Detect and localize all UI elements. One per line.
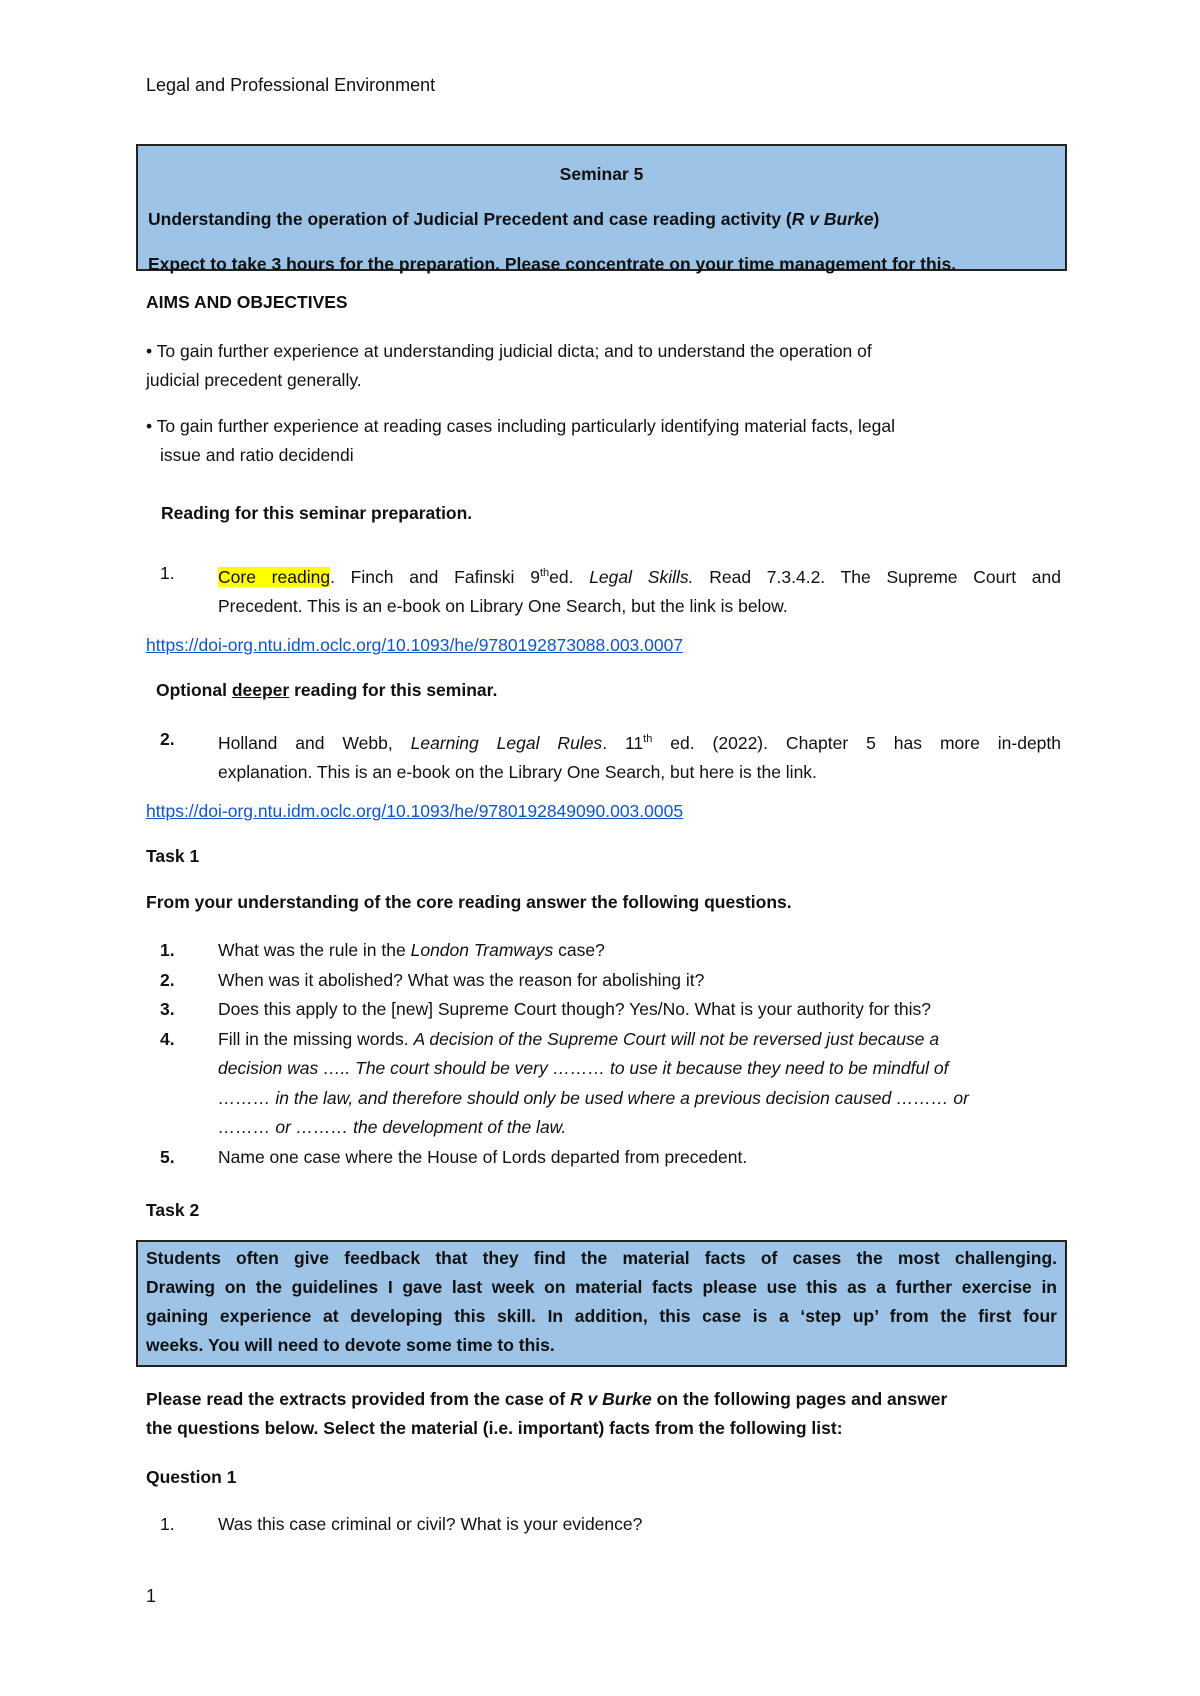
item-number: 1. <box>160 1514 175 1534</box>
list-item <box>146 936 1061 966</box>
core-reading-highlight: Core reading <box>218 566 331 587</box>
task2-instruction-line2: the questions below. Select the material (i.e. important) facts from the following list: <box>146 1418 843 1438</box>
fill-in-text: A decision of the Supreme Court will not be reversed just because a <box>413 1028 940 1049</box>
core-reading-link[interactable]: https://doi-org.ntu.idm.oclc.org/10.1093/he/9780192873088.003.0007 <box>146 635 684 655</box>
superscript: th <box>643 733 653 745</box>
aim-bullet-2-line2: issue and ratio decidendi <box>160 445 354 465</box>
question-text: Does this apply to the [new] Supreme Court though? Yes/No. What is your authority for this? <box>218 999 932 1019</box>
task1-instruction: From your understanding of the core reading answer the following questions. <box>146 892 792 912</box>
question1-label: Question 1 <box>146 1467 237 1487</box>
fill-in-line4: ……… or ……… the development of the law. <box>218 1117 567 1137</box>
optional-reading-item <box>146 725 1061 788</box>
fill-in-line1 <box>218 1025 1061 1055</box>
aim-bullet-1-line1: • To gain further experience at understanding judicial dicta; and to understand the operation of <box>146 341 872 361</box>
task2-box-line1: Students often give feedback that they find the material facts of cases the most challenging. <box>146 1248 1057 1268</box>
question-text: Was this case criminal or civil? What is your evidence? <box>218 1514 643 1534</box>
fill-in-line2: decision was ….. The court should be very ……… to use it because they need to be mindful of <box>218 1058 949 1078</box>
seminar-info-box <box>136 144 1067 274</box>
task2-instruction-line1 <box>146 1385 1066 1414</box>
time-note: Expect to take 3 hours for the preparation. Please concentrate on your time management for this. <box>148 254 957 274</box>
item-number: 2. <box>160 969 175 990</box>
task1-question-list <box>146 936 1061 1172</box>
aims-heading: AIMS AND OBJECTIVES <box>146 292 348 312</box>
seminar-title: Seminar 5 <box>559 164 644 184</box>
instruction-text2: on the following pages and answer <box>651 1389 948 1409</box>
core-reading-entry <box>146 559 1061 622</box>
instruction-text: Please read the extracts provided from the case of <box>146 1389 571 1409</box>
task2-label: Task 2 <box>146 1200 200 1220</box>
optional-text: Optional <box>156 680 232 700</box>
core-reading-text: . Finch and Fafinski 9 <box>330 566 540 587</box>
core-reading-item <box>146 559 1061 622</box>
item-number: 3. <box>160 999 175 1019</box>
superscript: th <box>539 567 550 579</box>
item-number: 1. <box>160 940 175 960</box>
aim-bullet-1 <box>146 337 1066 395</box>
item-number: 4. <box>160 1028 175 1049</box>
seminar-subtitle <box>148 197 1055 242</box>
task2-box-line4: weeks. You will need to devote some time to this. <box>146 1335 555 1355</box>
optional-reading-text2: . 11 <box>602 732 644 753</box>
list-item <box>146 1143 1061 1173</box>
reading-heading: Reading for this seminar preparation. <box>161 503 473 523</box>
optional-reading-text3: ed. (2022). Chapter 5 has more in-depth <box>652 732 1062 753</box>
optional-reading-text: Holland and Webb, <box>218 732 411 753</box>
book-title: Legal Skills. <box>589 566 694 587</box>
aim-bullet-2-line1: • To gain further experience at reading cases including particularly identifying material facts, legal <box>146 416 895 436</box>
running-header: Legal and Professional Environment <box>146 75 436 95</box>
aim-bullet-1-line2: judicial precedent generally. <box>146 370 362 390</box>
task2-info-box <box>136 1240 1067 1367</box>
optional-reading-heading <box>156 680 497 701</box>
case-name: London Tramways <box>410 940 554 960</box>
list-item <box>146 966 1061 996</box>
core-reading-line2: Precedent. This is an e-book on Library One Search, but the link is below. <box>218 596 788 617</box>
question-text: When was it abolished? What was the reason for abolishing it? <box>218 969 705 990</box>
question-text-end: case? <box>553 940 605 960</box>
optional-reading-entry <box>146 725 1061 788</box>
subtitle-close: ) <box>873 209 880 229</box>
core-reading-line1 <box>218 559 1061 592</box>
core-reading-text2: ed. <box>549 566 590 587</box>
core-reading-text3: Read 7.3.4.2. The Supreme Court and <box>693 566 1061 587</box>
question1-list <box>146 1510 1061 1540</box>
question-text: What was the rule in the <box>218 940 411 960</box>
list-item <box>146 1025 1061 1143</box>
task2-box-line2: Drawing on the guidelines I gave last week on material facts please use this as a further exercise in <box>146 1277 1057 1297</box>
list-item <box>146 1510 1061 1540</box>
task2-box-line3: gaining experience at developing this skill. In addition, this case is a ‘step up’ from the first four <box>146 1306 1057 1326</box>
optional-reading-line1 <box>218 725 1061 758</box>
fill-in-line3: ……… in the law, and therefore should only be used where a previous decision caused ……… or <box>218 1087 969 1108</box>
optional-reading-link[interactable]: https://doi-org.ntu.idm.oclc.org/10.1093/he/9780192849090.003.0005 <box>146 801 684 821</box>
optional-text2: reading for this seminar. <box>289 680 498 700</box>
aim-bullet-2 <box>146 412 1066 470</box>
item-number: 5. <box>160 1146 175 1167</box>
question-text: Fill in the missing words. <box>218 1028 414 1049</box>
page-number: 1 <box>146 1586 157 1606</box>
subtitle-text: Understanding the operation of Judicial Precedent and case reading activity ( <box>148 209 792 229</box>
optional-underlined: deeper <box>231 680 290 700</box>
item-number: 1. <box>160 563 175 583</box>
task1-label: Task 1 <box>146 846 200 866</box>
book-title: Learning Legal Rules <box>410 732 603 753</box>
question-text: Name one case where the House of Lords departed from precedent. <box>218 1146 748 1167</box>
item-number: 2. <box>160 729 175 749</box>
list-item <box>146 995 1061 1025</box>
task2-instruction <box>146 1385 1066 1443</box>
case-name: R v Burke <box>570 1389 652 1409</box>
subtitle-case: R v Burke <box>791 209 874 229</box>
optional-reading-line2: explanation. This is an e-book on the Library One Search, but here is the link. <box>218 762 817 783</box>
